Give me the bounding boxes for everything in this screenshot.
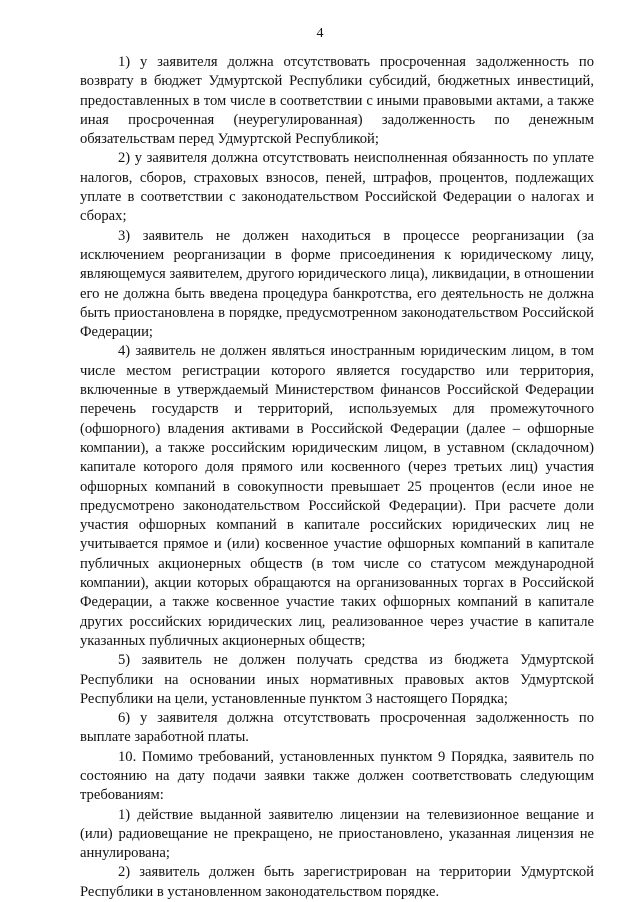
paragraph-10-1: 1) действие выданной заявителю лицензии на телевизионное вещание и (или) радиовещание не прекращено, не приостановлено, указанная лицензия не аннулирована; — [80, 806, 594, 862]
document-body — [80, 53, 594, 902]
paragraph-9-5: 5) заявитель не должен получать средства из бюджета Удмуртской Республики на основании иных нормативных правовых актов Удмуртской Республики на цели, установленные пунктом 3 настоящего Порядка; — [80, 652, 594, 707]
paragraph-10-2: 2) заявитель должен быть зарегистрирован на территории Удмуртской Республики в установленном законодательством порядке. — [80, 864, 594, 900]
paragraph-9-1: 1) у заявителя должна отсутствовать просроченная задолженность по возврату в бюджет Удмуртской Республики субсидий, бюджетных инвестиций, предоставленных в том числе в соответствии с иными правовыми актами, а также иная просроченная (неурегулированная) задолженность по денежным обязательствам перед Удмуртской Республикой; — [80, 54, 594, 148]
paragraph-10: 10. Помимо требований, установленных пунктом 9 Порядка, заявитель по состоянию на дату подачи заявки также должен соответствовать следующим требованиям: — [80, 748, 594, 804]
page-number: 4 — [316, 26, 324, 41]
paragraph-9-4: 4) заявитель не должен являться иностранным юридическим лицом, в том числе местом регистрации которого является государство или территория, включенные в утверждаемый Министерством финансов Российской Федерации перечень государств и территорий, используемых для промежуточного (офшорного) владения активами в Российской Федерации (далее – офшорные компании), а также российским юридическим лицом, в уставном (складочном) капитале которого доля прямого или косвенного (через третьих лиц) участия офшорных компаний в совокупности превышает 25 процентов (если иное не предусмотрено законодательством Российской Федерации). При расчете доли участия офшорных компаний в капитале российских юридических лиц не учитывается прямое и (или) косвенное участие офшорных компаний в капитале публичных акционерных обществ (в том числе со статусом международной компании), акции которых обращаются на организованных торгах в Российской Федерации, а также косвенное участие таких офшорных компаний в капитале других российских юридических лиц, реализованное через участие в капитале указанных публичных акционерных обществ; — [80, 343, 594, 649]
paragraph-9-6: 6) у заявителя должна отсутствовать просроченная задолженность по выплате заработной платы. — [80, 710, 594, 746]
paragraph-9-2: 2) у заявителя должна отсутствовать неисполненная обязанность по уплате налогов, сборов, страховых взносов, пеней, штрафов, процентов, подлежащих уплате в соответствии с законодательством Российской Федерации о налогах и сборах; — [80, 150, 594, 225]
paragraph-9-3: 3) заявитель не должен находиться в процессе реорганизации (за исключением реорганизации в форме присоединения к юридическому лицу, являющемуся заявителем, другого юридического лица), ликвидации, в отношении его не должна быть введена процедура банкротства, его деятельность не должна быть приостановлена в порядке, предусмотренном законодательством Российской Федерации; — [80, 227, 594, 341]
